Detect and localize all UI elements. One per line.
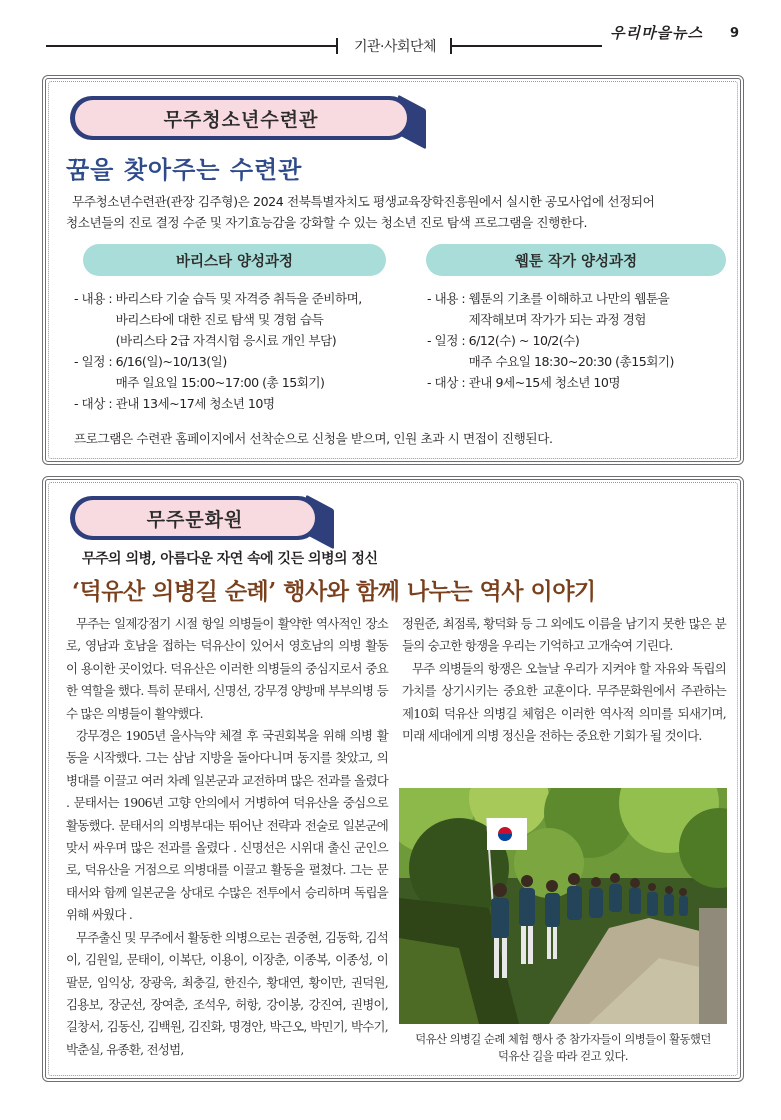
pilgrimage-photo xyxy=(399,788,727,1024)
application-note: 프로그램은 수련관 홈페이지에서 선착순으로 신청을 받으며, 인원 초과 시 면접이 진행된다. xyxy=(74,431,553,446)
article-right-column xyxy=(402,613,726,747)
youth-center-title-ribbon xyxy=(70,96,412,140)
culture-center-title-ribbon xyxy=(70,496,320,540)
culture-headline: ‘덕유산 의병길 순례’ 행사와 함께 나누는 역사 이야기 xyxy=(72,578,596,605)
youth-center-intro: 무주청소년수련관(관장 김주형)은 2024 전북특별자치도 평생교육장학진흥원에서 실시한 공모사업에 선정되어 청소년들의 진로 결정 수준 및 자기효능감을 강화할 수 있는 청소년 진로 탐색 프로그램을 진행한다. xyxy=(66,194,655,230)
barista-schedule-row: - 일정 : 6/16(일)~10/13(일) 매주 일요일 15:00~17:00 (총 15회기) xyxy=(74,354,325,390)
barista-target-row: - 대상 : 관내 13세~17세 청소년 10명 xyxy=(74,396,275,411)
webtoon-content-row: - 내용 : 웹툰의 기초를 이해하고 나만의 웹툰을 제작해보며 작가가 되는 과정 경험 xyxy=(427,291,670,327)
youth-center-title: 무주청소년수련관 xyxy=(75,100,407,136)
webtoon-program-title: 웹툰 작가 양성과정 xyxy=(426,244,726,276)
culture-center-title: 무주문화원 xyxy=(75,500,315,536)
webtoon-program-details xyxy=(427,288,737,393)
section-label: 기관·사회단체 xyxy=(353,39,437,55)
barista-program-title: 바리스타 양성과정 xyxy=(83,244,386,276)
webtoon-schedule-row: - 일정 : 6/12(수) ~ 10/2(수) 매주 수요일 18:30~20:30 (총15회기) xyxy=(427,333,674,369)
barista-program-details xyxy=(74,288,409,414)
youth-center-headline: 꿈을 찾아주는 수련관 xyxy=(66,156,303,184)
barista-content-row: - 내용 : 바리스타 기술 습득 및 자격증 취득을 준비하며, 바리스타에 대한 진로 탐색 및 경험 습득 (바리스타 2급 자격시험 응시료 개인 부담) xyxy=(74,291,362,348)
newsletter-brand: 우리마을뉴스 xyxy=(610,24,703,42)
culture-subheadline: 무주의 의병, 아름다운 자연 속에 깃든 의병의 정신 xyxy=(82,551,378,567)
photo-caption: 덕유산 의병길 순례 체험 행사 중 참가자들이 의병들이 활동했던 덕유산 길을 따라 걷고 있다. xyxy=(415,1033,711,1063)
page-number: 9 xyxy=(730,26,740,41)
header-rule-tick-left xyxy=(336,38,338,54)
article-paragraph: 정원준, 최점록, 황덕화 등 그 외에도 이름을 남기지 못한 많은 분들의 숭고한 항쟁을 우리는 기억하고 고개숙여 기린다. xyxy=(402,616,726,654)
article-paragraph: 무주는 일제강점기 시절 항일 의병들이 활약한 역사적인 장소로, 영남과 호남을 접하는 덕유산이 있어서 영호남의 의병 활동이 용이한 곳이었다. 덕유산은 이러한 의병들의 중심지로서 중요한 역할을 했다. 특히 문태서, 신명선, 강무경 양방매 부부의병 등 수 많은 의병들이 활약했다. xyxy=(66,616,388,721)
header-rule-left xyxy=(46,45,336,47)
article-paragraph: 무주출신 및 무주에서 활동한 의병으로는 권중현, 김동학, 김석이, 김원일, 문태이, 이복단, 이용이, 이장춘, 이종복, 이종성, 이팔문, 임익상, 장광욱, 최충길, 한진수, 황대연, 황이만, 권덕원, 김용보, 장군선, 장여춘, 조석우, 허항, 강이봉, 강진여, 권병이, 길창서, 김동신, 김백원, 김진화, 명경안, 박근오, 박민기, 박수기, 박춘실, 유종환, 전성범, xyxy=(66,929,388,1057)
header-rule-right xyxy=(452,45,602,47)
article-left-column xyxy=(66,613,388,1061)
article-paragraph: 무주 의병들의 항쟁은 오늘날 우리가 지켜야 할 자유와 독립의 가치를 상기시키는 중요한 교훈이다. 무주문화원에서 주관하는 제10회 덕유산 의병길 체험은 이러한 역사적 의미를 되새기며, 미래 세대에게 의병 정신을 전하는 중요한 기회가 될 것이다. xyxy=(402,660,726,744)
article-paragraph: 강무경은 1905년 을사늑약 체결 후 국권회복을 위해 의병 활동을 시작했다. 그는 삼남 지방을 돌아다니며 동지를 찾았고, 의병대를 이끌고 여러 차례 일본군과 교전하며 많은 전과를 올렸다 . 문태서는 1906년 고향 안의에서 거병하여 덕유산을 중심으로 활동했다. 문태서의 의병부대는 뛰어난 전략과 전술로 일본군에 맞서 싸우며 많은 전과를 올렸다 . 신명선은 시위대 출신 군인으로, 덕유산을 거점으로 의병대를 이끌고 활동을 펼쳤다. 그는 문태서와 함께 일본군을 상대로 수많은 전투에서 승리하며 독립을 위해 싸웠다 . xyxy=(66,728,388,923)
webtoon-target-row: - 대상 : 관내 9세~15세 청소년 10명 xyxy=(427,375,621,390)
